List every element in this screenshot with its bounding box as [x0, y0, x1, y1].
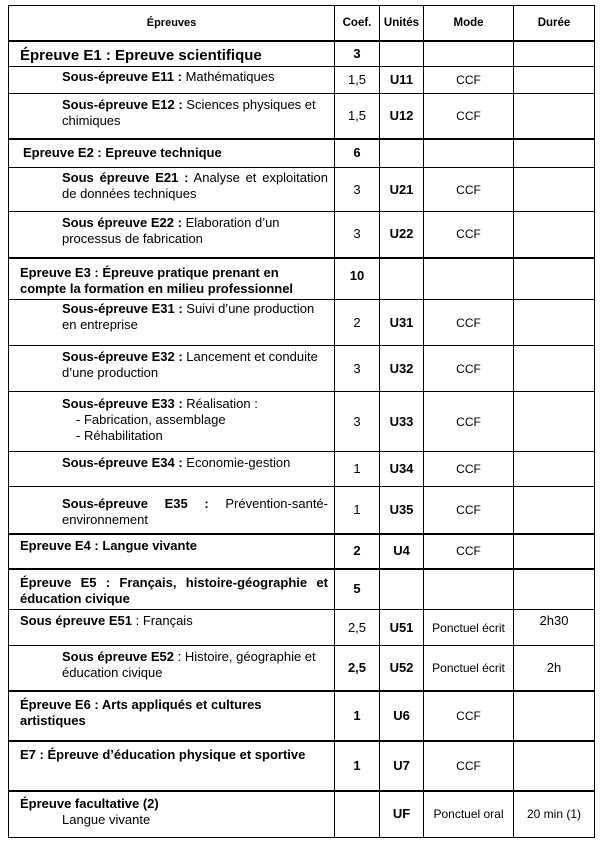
e34-unit: U34 — [389, 461, 414, 476]
row-e5 — [9, 569, 595, 610]
e51-desc: : Français — [135, 613, 193, 628]
e32-desc: Lancement et conduite d’une production — [62, 349, 318, 380]
row-e3 — [9, 258, 595, 300]
row-e22 — [9, 212, 595, 258]
ef-mode: Ponctuel oral — [433, 807, 504, 822]
e11-mode: CCF — [456, 73, 481, 87]
header-coef: Coef. — [335, 6, 380, 41]
header-row — [9, 6, 595, 41]
header-unites: Unités — [380, 6, 424, 41]
e22-title: Sous épreuve E22 : — [62, 215, 182, 230]
row-ef — [9, 791, 595, 838]
e31-coef: 2 — [353, 314, 361, 330]
e34-desc: Economie-gestion — [186, 455, 291, 470]
e31-desc: Suivi d’une production en entreprise — [62, 301, 315, 332]
e4-title: Epreuve E4 : Langue vivante — [20, 537, 198, 553]
e52-duree: 2h — [546, 659, 562, 675]
e51-title: Sous épreuve E51 — [20, 613, 132, 628]
row-e7 — [9, 741, 595, 791]
e32-title: Sous-épreuve E32 : — [62, 349, 183, 364]
row-e11 — [9, 67, 595, 94]
ef-duree: 20 min (1) — [526, 807, 582, 822]
row-e2 — [9, 139, 595, 168]
ef-desc: Langue vivante — [62, 811, 151, 827]
e12-desc: Sciences physiques et chimiques — [62, 97, 316, 128]
e35-title: Sous-épreuve E35 : — [62, 495, 209, 511]
e33-list — [62, 412, 328, 444]
e7-title: E7 : Épreuve d’éducation physique et sportive — [20, 746, 306, 762]
row-e31 — [9, 300, 595, 346]
e4-unit: U4 — [393, 543, 410, 558]
e32-unit: U32 — [389, 360, 414, 376]
e32-coef: 3 — [353, 360, 361, 376]
e11-title: Sous-épreuve E11 : — [62, 69, 182, 84]
e6-mode: CCF — [456, 708, 481, 723]
row-e21 — [9, 168, 595, 212]
e7-mode: CCF — [456, 758, 481, 773]
e12-unit: U12 — [389, 107, 414, 123]
header-epreuves: Épreuves — [9, 6, 335, 41]
header-duree: Durée — [514, 6, 595, 41]
e21-unit: U21 — [389, 181, 414, 197]
e51-mode: Ponctuel écrit — [432, 620, 505, 635]
e1-coef: 3 — [353, 45, 361, 61]
e33-coef: 3 — [353, 413, 361, 429]
row-e51 — [9, 610, 595, 646]
e35-desc: Prévention-santé-environnement — [62, 495, 328, 527]
e21-title: Sous épreuve E21 : — [62, 170, 189, 185]
e21-desc: Analyse et exploitation de données techniques — [62, 170, 328, 201]
row-e52 — [9, 646, 595, 691]
e12-coef: 1,5 — [347, 107, 367, 123]
e21-coef: 3 — [353, 181, 361, 197]
e33-mode: CCF — [456, 414, 481, 429]
e11-unit: U11 — [389, 72, 414, 87]
row-e35 — [9, 487, 595, 534]
ef-unit: UF — [392, 806, 411, 822]
e51-duree: 2h30 — [539, 613, 569, 628]
e51-coef: 2,5 — [347, 619, 367, 635]
e11-desc: Mathématiques — [185, 69, 275, 84]
e4-mode: CCF — [456, 544, 481, 558]
exam-table — [8, 5, 595, 838]
row-e1 — [9, 41, 595, 67]
e6-title: Épreuve E6 : Arts appliqués et cultures artistiques — [20, 696, 262, 728]
e52-unit: U52 — [389, 659, 414, 675]
e52-coef: 2,5 — [347, 659, 367, 675]
e33-item: - Réhabilitation — [76, 428, 328, 444]
e31-unit: U31 — [389, 314, 414, 330]
e3-title: Epreuve E3 : Épreuve pratique prenant en compte la formation en milieu professionnel — [20, 265, 294, 296]
e34-mode: CCF — [456, 462, 481, 476]
row-e4 — [9, 534, 595, 569]
e22-unit: U22 — [389, 226, 414, 242]
e1-title: Épreuve E1 : Epreuve scientifique — [20, 47, 262, 64]
e6-coef: 1 — [353, 707, 361, 723]
row-e33 — [9, 392, 595, 452]
e12-title: Sous-épreuve E12 : — [62, 97, 183, 112]
e34-coef: 1 — [353, 461, 361, 476]
row-e12 — [9, 94, 595, 139]
e6-unit: U6 — [393, 707, 410, 723]
e7-unit: U7 — [393, 757, 410, 773]
header-mode: Mode — [424, 6, 514, 41]
e22-coef: 3 — [353, 226, 361, 242]
e33-item: - Fabrication, assemblage — [76, 412, 328, 428]
ef-title: Épreuve facultative (2) — [20, 795, 159, 811]
e35-unit: U35 — [389, 501, 414, 517]
e52-desc: : Histoire, géographie et éducation civique — [62, 649, 316, 680]
e33-desc: Réalisation : — [186, 396, 258, 411]
e12-mode: CCF — [456, 108, 481, 123]
e32-mode: CCF — [456, 361, 481, 376]
e7-coef: 1 — [353, 757, 361, 773]
row-e6 — [9, 691, 595, 741]
e4-coef: 2 — [353, 543, 361, 558]
e3-coef: 10 — [349, 267, 365, 283]
e22-mode: CCF — [456, 227, 481, 242]
e2-title: Epreuve E2 : Epreuve technique — [23, 145, 222, 161]
e33-unit: U33 — [389, 413, 414, 429]
e35-mode: CCF — [456, 502, 481, 517]
e22-desc: Elaboration d’un processus de fabrication — [62, 215, 280, 246]
e34-title: Sous-épreuve E34 : — [62, 455, 183, 470]
e5-coef: 5 — [353, 581, 361, 597]
e33-title: Sous-épreuve E33 : — [62, 396, 183, 411]
e35-coef: 1 — [353, 501, 361, 517]
e21-mode: CCF — [456, 182, 481, 197]
row-e32 — [9, 346, 595, 392]
e5-title: Épreuve E5 : Français, histoire-géographie et éducation civique — [20, 575, 328, 606]
e2-coef: 6 — [353, 145, 361, 161]
e31-mode: CCF — [456, 315, 481, 330]
e31-title: Sous-épreuve E31 : — [62, 301, 183, 316]
e52-title: Sous épreuve E52 — [62, 649, 174, 664]
row-e34 — [9, 452, 595, 487]
e52-mode: Ponctuel écrit — [432, 660, 505, 675]
e11-coef: 1,5 — [347, 72, 367, 87]
e51-unit: U51 — [389, 619, 414, 635]
